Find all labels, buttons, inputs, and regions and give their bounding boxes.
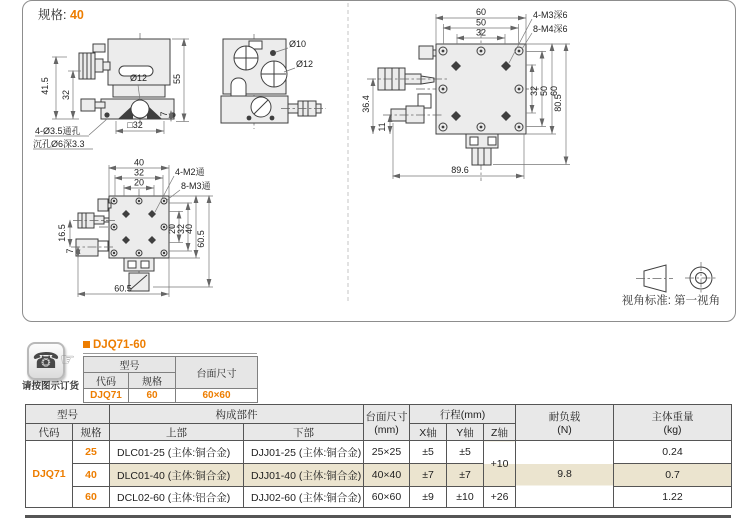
- section-rule: [25, 515, 731, 518]
- dim-label: 40: [184, 223, 194, 235]
- order-code-value: DJQ71: [84, 389, 129, 403]
- header-load: [516, 405, 614, 441]
- header-surface: [364, 405, 410, 441]
- hole-note: 4-Ø3.5通孔: [35, 126, 81, 136]
- dim-label: 32: [61, 89, 71, 101]
- header-travel: 行程(mm): [410, 405, 516, 424]
- header-model: 型号: [26, 405, 110, 424]
- dim-label: 60.5: [114, 283, 132, 294]
- dim-label: 80.5: [553, 94, 563, 112]
- view-bottom: [57, 158, 213, 298]
- header-code: 代码: [26, 424, 73, 441]
- header-spec: 规格: [73, 424, 110, 441]
- cell-x: ±7: [410, 464, 447, 487]
- projection-label: 视角标准: 第一视角: [621, 295, 721, 307]
- cell-x: ±9: [410, 487, 447, 508]
- cell-lower: DJJ02-60 (主体:铜合金): [244, 487, 364, 508]
- dim-label: 7: [159, 111, 169, 117]
- order-spec-header: 规格: [129, 373, 176, 389]
- projection-symbol: [622, 262, 720, 307]
- dim-label: 60: [475, 7, 487, 17]
- header-z-axis: Z轴: [484, 424, 516, 441]
- dim-label: 60: [549, 85, 559, 97]
- dim-label: 7: [65, 248, 75, 254]
- model-heading: [83, 339, 257, 354]
- dim-label: 55: [172, 73, 182, 85]
- table-row: [26, 487, 732, 508]
- cell-weight: 1.22: [614, 487, 732, 508]
- cell-x: ±5: [410, 441, 447, 464]
- cell-weight: 0.7: [614, 464, 732, 487]
- cell-y: ±5: [447, 441, 484, 464]
- cell-surface: 60×60: [364, 487, 410, 508]
- hand-glyph: ☞: [60, 350, 76, 369]
- dim-label: 50: [539, 85, 549, 97]
- cell-spec: 25: [73, 441, 110, 464]
- cell-upper: DCL02-60 (主体:铝合金): [110, 487, 244, 508]
- hole-note: 沉孔Ø6深3.3: [33, 139, 85, 149]
- dim-label: 40: [133, 157, 145, 168]
- order-size-value: 60×60: [176, 389, 258, 403]
- dim-label: 20: [133, 177, 145, 188]
- drawing-panel: [22, 0, 736, 322]
- spec-table: [25, 404, 732, 508]
- dim-label: 11: [377, 122, 387, 132]
- cell-spec: 60: [73, 487, 110, 508]
- dim-label: □32: [127, 120, 143, 130]
- cell-lower: DJJ01-40 (主体:铜合金): [244, 464, 364, 487]
- dim-label: Ø12: [130, 73, 148, 83]
- cell-surface: 25×25: [364, 441, 410, 464]
- cell-upper: DLC01-25 (主体:铜合金): [110, 441, 244, 464]
- header-surface-line2: (mm): [374, 424, 399, 436]
- order-size-header: 台面尺寸: [176, 357, 258, 389]
- header-surface-line1: 台面尺寸: [365, 411, 408, 423]
- header-load-line1: 耐负载: [548, 411, 581, 423]
- header-components: 构成部件: [110, 405, 364, 424]
- dim-label: 20: [167, 223, 177, 235]
- cell-load: 9.8: [516, 441, 614, 508]
- spec-label: 规格:: [38, 8, 67, 22]
- view-top: [361, 7, 570, 181]
- dim-label: 32: [475, 27, 487, 38]
- dim-label: 50: [475, 17, 487, 28]
- cell-z-shared: +10: [484, 441, 516, 487]
- cell-y: ±10: [447, 487, 484, 508]
- order-code-header: 代码: [84, 373, 129, 389]
- order-spec-value: 60: [129, 389, 176, 403]
- dim-label: 32: [133, 167, 145, 178]
- model-heading-text: DJQ71-60: [93, 339, 147, 351]
- view-side: [221, 34, 326, 129]
- bullet-icon: [83, 341, 90, 348]
- cell-upper: DLC01-40 (主体:铜合金): [110, 464, 244, 487]
- technical-drawings: [23, 1, 734, 320]
- cell-z: +26: [484, 487, 516, 508]
- header-lower: 下部: [244, 424, 364, 441]
- hole-note: 8-M4深6: [533, 24, 568, 34]
- dim-label: 16.5: [57, 224, 67, 242]
- header-x-axis: X轴: [410, 424, 447, 441]
- cell-spec: 40: [73, 464, 110, 487]
- pointing-hand-icon: [60, 350, 75, 370]
- dim-label: 41.5: [40, 77, 50, 95]
- dim-label: 89.6: [451, 165, 469, 175]
- header-weight-line2: (kg): [663, 424, 682, 436]
- dim-label: 60.5: [196, 230, 206, 248]
- order-model-header: 型号: [84, 357, 176, 373]
- cell-lower: DJJ01-25 (主体:铜合金): [244, 441, 364, 464]
- view-front: [33, 33, 189, 149]
- hole-note: 4-M3深6: [533, 10, 568, 20]
- cell-y: ±7: [447, 464, 484, 487]
- dim-label: 32: [176, 223, 186, 235]
- header-y-axis: Y轴: [447, 424, 484, 441]
- dim-label: Ø10: [289, 39, 307, 49]
- header-load-line2: (N): [557, 424, 572, 436]
- cell-weight: 0.24: [614, 441, 732, 464]
- hole-note: 4-M2通: [175, 167, 205, 177]
- cell-code: DJQ71: [26, 441, 73, 508]
- table-row: [26, 441, 732, 464]
- dim-label: 36.4: [361, 95, 371, 113]
- header-weight-line1: 主体重量: [651, 411, 694, 423]
- hole-note: 8-M3通: [181, 181, 211, 191]
- order-note: 请按图示订货: [22, 381, 80, 392]
- cell-surface: 40×40: [364, 464, 410, 487]
- phone-glyph: ☎: [32, 348, 60, 373]
- order-table: [83, 356, 258, 403]
- header-weight: [614, 405, 732, 441]
- dim-label: Ø12: [296, 59, 314, 69]
- table-row-highlighted: [26, 464, 732, 487]
- spec-value: 40: [69, 8, 84, 22]
- header-upper: 上部: [110, 424, 244, 441]
- dim-label: 32: [529, 85, 539, 97]
